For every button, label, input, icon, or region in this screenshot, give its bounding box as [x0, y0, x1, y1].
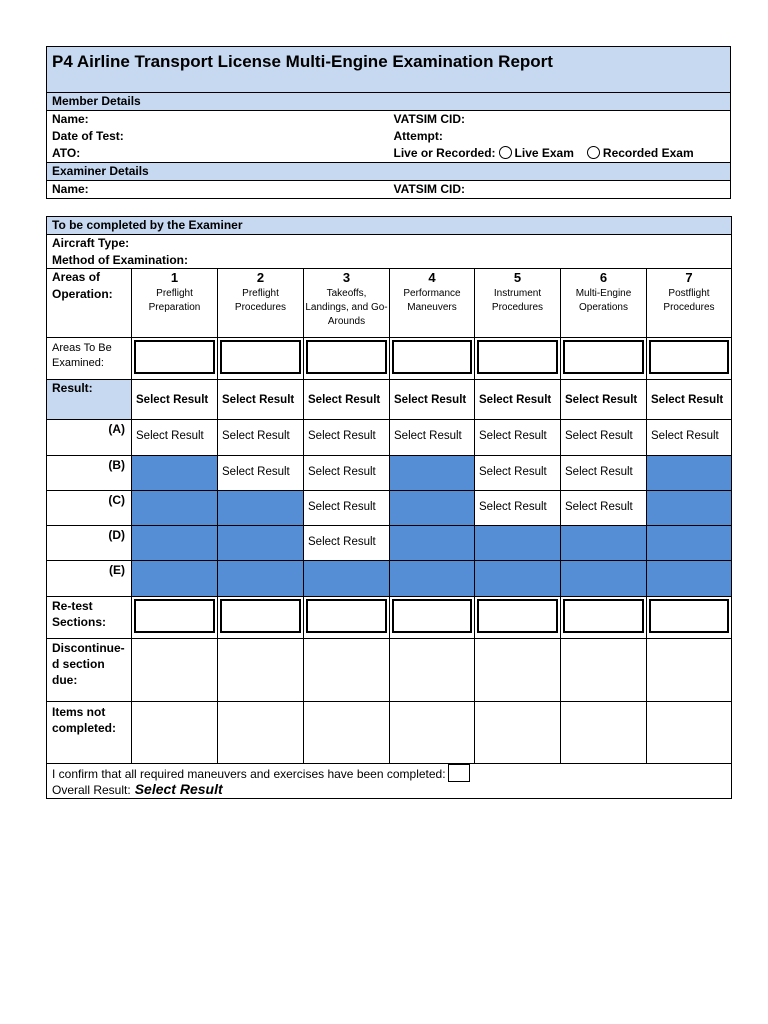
not-completed-cell[interactable] [304, 702, 390, 764]
retest-box[interactable] [649, 599, 729, 633]
task-result-select[interactable]: Select Result [308, 536, 376, 548]
live-or-recorded-row [389, 145, 731, 163]
task-row [47, 526, 732, 561]
area-result-select[interactable]: Select Result [565, 394, 638, 406]
aircraft-type-label: Aircraft Type: [47, 235, 732, 253]
task-result-select[interactable]: Select Result [308, 466, 376, 478]
task-unavailable-cell [647, 526, 732, 561]
live-or-recorded-label: Live or Recorded: [393, 146, 496, 160]
task-result-cell [561, 456, 647, 491]
task-row [47, 561, 732, 597]
task-result-cell [475, 420, 561, 456]
area-number: 7 [685, 270, 693, 285]
task-result-cell [647, 420, 732, 456]
task-unavailable-cell [218, 491, 304, 526]
area-number: 3 [342, 270, 351, 285]
live-exam-label: Live Exam [514, 146, 574, 160]
examiner-name-label: Name: [47, 181, 389, 199]
task-row-label: (E) [47, 561, 132, 597]
area-header [475, 269, 561, 338]
member-details-table [46, 46, 731, 199]
task-unavailable-cell [390, 456, 475, 491]
task-result-select[interactable]: Select Result [479, 466, 547, 478]
task-result-cell [218, 420, 304, 456]
task-result-select[interactable]: Select Result [222, 430, 290, 442]
area-exam-box[interactable] [220, 340, 301, 374]
area-number: 5 [513, 270, 522, 285]
task-unavailable-cell [561, 561, 647, 597]
task-result-cell [304, 526, 390, 561]
area-exam-box[interactable] [306, 340, 387, 374]
area-header [132, 269, 218, 338]
result-label: Result: [47, 380, 132, 420]
method-of-examination-label: Method of Examination: [47, 252, 732, 269]
area-exam-box[interactable] [134, 340, 215, 374]
retest-label: Re-test Sections: [47, 597, 132, 639]
recorded-exam-radio[interactable] [587, 146, 600, 159]
member-name-label: Name: [47, 111, 389, 129]
area-number: 4 [428, 270, 436, 285]
area-result-select[interactable]: Select Result [479, 394, 552, 406]
area-name: Instrument Procedures [491, 288, 544, 313]
task-unavailable-cell [647, 456, 732, 491]
attempt-label: Attempt: [389, 128, 731, 145]
ato-label: ATO: [47, 145, 389, 163]
area-number: 6 [599, 270, 608, 285]
discontinued-cell[interactable] [132, 639, 218, 702]
area-header [561, 269, 647, 338]
task-unavailable-cell [561, 526, 647, 561]
area-result-select[interactable]: Select Result [308, 394, 381, 406]
area-exam-box[interactable] [563, 340, 644, 374]
task-unavailable-cell [218, 561, 304, 597]
discontinued-cell[interactable] [304, 639, 390, 702]
retest-box[interactable] [134, 599, 215, 633]
task-unavailable-cell [475, 526, 561, 561]
task-result-select[interactable]: Select Result [565, 466, 633, 478]
task-result-select[interactable]: Select Result [308, 430, 376, 442]
discontinued-cell[interactable] [475, 639, 561, 702]
task-result-select[interactable]: Select Result [222, 466, 290, 478]
task-result-cell [304, 456, 390, 491]
member-cid-label: VATSIM CID: [389, 111, 731, 129]
recorded-exam-label: Recorded Exam [602, 146, 694, 160]
area-result-select[interactable]: Select Result [651, 394, 724, 406]
task-row-label: (D) [47, 526, 132, 561]
task-result-cell [218, 456, 304, 491]
task-result-select[interactable]: Select Result [565, 501, 633, 513]
examiner-details-heading: Examiner Details [47, 163, 731, 181]
report-title: P4 Airline Transport License Multi-Engine Examination Report [47, 47, 731, 93]
area-number: 1 [170, 270, 179, 285]
task-unavailable-cell [475, 561, 561, 597]
task-result-cell [475, 456, 561, 491]
task-unavailable-cell [390, 526, 475, 561]
area-name: Multi-Engine Operations [575, 288, 632, 313]
task-unavailable-cell [647, 491, 732, 526]
result-row [47, 380, 732, 420]
task-unavailable-cell [132, 491, 218, 526]
area-exam-box[interactable] [477, 340, 558, 374]
areas-to-examine-label: Areas To Be Examined: [47, 338, 132, 380]
retest-box[interactable] [306, 599, 387, 633]
task-result-cell [475, 491, 561, 526]
overall-result-label: Overall Result: [52, 783, 131, 797]
area-header [304, 269, 390, 338]
live-exam-radio[interactable] [499, 146, 512, 159]
task-result-select[interactable]: Select Result [479, 430, 547, 442]
retest-row [47, 597, 732, 639]
task-result-cell [561, 420, 647, 456]
task-unavailable-cell [132, 526, 218, 561]
task-result-cell [304, 420, 390, 456]
area-result-select[interactable]: Select Result [394, 394, 467, 406]
task-result-select[interactable]: Select Result [136, 430, 204, 442]
area-number: 2 [256, 270, 265, 285]
discontinued-row [47, 639, 732, 702]
retest-box[interactable] [392, 599, 472, 633]
retest-box[interactable] [220, 599, 301, 633]
area-name: Postflight Procedures [663, 288, 715, 313]
task-row-label: (C) [47, 491, 132, 526]
areas-to-examine-row [47, 338, 732, 380]
task-unavailable-cell [132, 561, 218, 597]
task-unavailable-cell [304, 561, 390, 597]
not-completed-cell[interactable] [218, 702, 304, 764]
task-result-select[interactable]: Select Result [565, 430, 633, 442]
retest-box[interactable] [563, 599, 644, 633]
area-name: Preflight Preparation [148, 288, 201, 313]
not-completed-cell[interactable] [390, 702, 475, 764]
task-row [47, 491, 732, 526]
not-completed-label: Items not completed: [47, 702, 132, 764]
member-details-heading: Member Details [47, 93, 731, 111]
task-unavailable-cell [647, 561, 732, 597]
not-completed-cell[interactable] [475, 702, 561, 764]
confirmation-checkbox[interactable] [448, 764, 470, 782]
examiner-section-heading: To be completed by the Examiner [47, 217, 732, 235]
date-of-test-label: Date of Test: [47, 128, 389, 145]
discontinued-cell[interactable] [218, 639, 304, 702]
task-result-select[interactable]: Select Result [308, 501, 376, 513]
task-unavailable-cell [218, 526, 304, 561]
area-header [390, 269, 475, 338]
discontinued-cell[interactable] [647, 639, 732, 702]
confirmation-text: I confirm that all required maneuvers and exercises have been completed: [52, 767, 446, 781]
task-row [47, 456, 732, 491]
task-row [47, 420, 732, 456]
task-unavailable-cell [390, 561, 475, 597]
task-row-label: (A) [47, 420, 132, 456]
not-completed-cell[interactable] [561, 702, 647, 764]
area-name: Takeoffs, Landings, and Go-Arounds [305, 288, 388, 327]
overall-result-select[interactable]: Select Result [134, 781, 223, 797]
task-result-cell [561, 491, 647, 526]
task-result-cell [304, 491, 390, 526]
not-completed-row [47, 702, 732, 764]
area-header [218, 269, 304, 338]
area-name: Preflight Procedures [234, 288, 287, 313]
task-result-select[interactable]: Select Result [479, 501, 547, 513]
examination-table [46, 216, 732, 799]
task-result-cell [132, 420, 218, 456]
discontinued-cell[interactable] [561, 639, 647, 702]
task-row-label: (B) [47, 456, 132, 491]
not-completed-cell[interactable] [132, 702, 218, 764]
area-result-select[interactable]: Select Result [222, 394, 295, 406]
area-name: Performance Maneuvers [403, 288, 461, 313]
retest-box[interactable] [477, 599, 558, 633]
confirmation-row [47, 764, 732, 799]
task-unavailable-cell [132, 456, 218, 491]
area-header [647, 269, 732, 338]
area-result-select[interactable]: Select Result [136, 394, 209, 406]
examiner-cid-label: VATSIM CID: [389, 181, 731, 199]
area-exam-box[interactable] [649, 340, 729, 374]
task-result-select[interactable]: Select Result [651, 430, 719, 442]
not-completed-cell[interactable] [647, 702, 732, 764]
task-result-select[interactable]: Select Result [394, 430, 462, 442]
discontinued-label: Discontinue-d section due: [47, 639, 132, 702]
discontinued-cell[interactable] [390, 639, 475, 702]
task-result-cell [390, 420, 475, 456]
areas-header-row [47, 269, 732, 338]
task-result-rows [47, 420, 732, 597]
area-exam-box[interactable] [392, 340, 472, 374]
areas-of-operation-label: Areas of Operation: [47, 269, 132, 338]
task-unavailable-cell [390, 491, 475, 526]
confirmation-cell [47, 764, 732, 799]
